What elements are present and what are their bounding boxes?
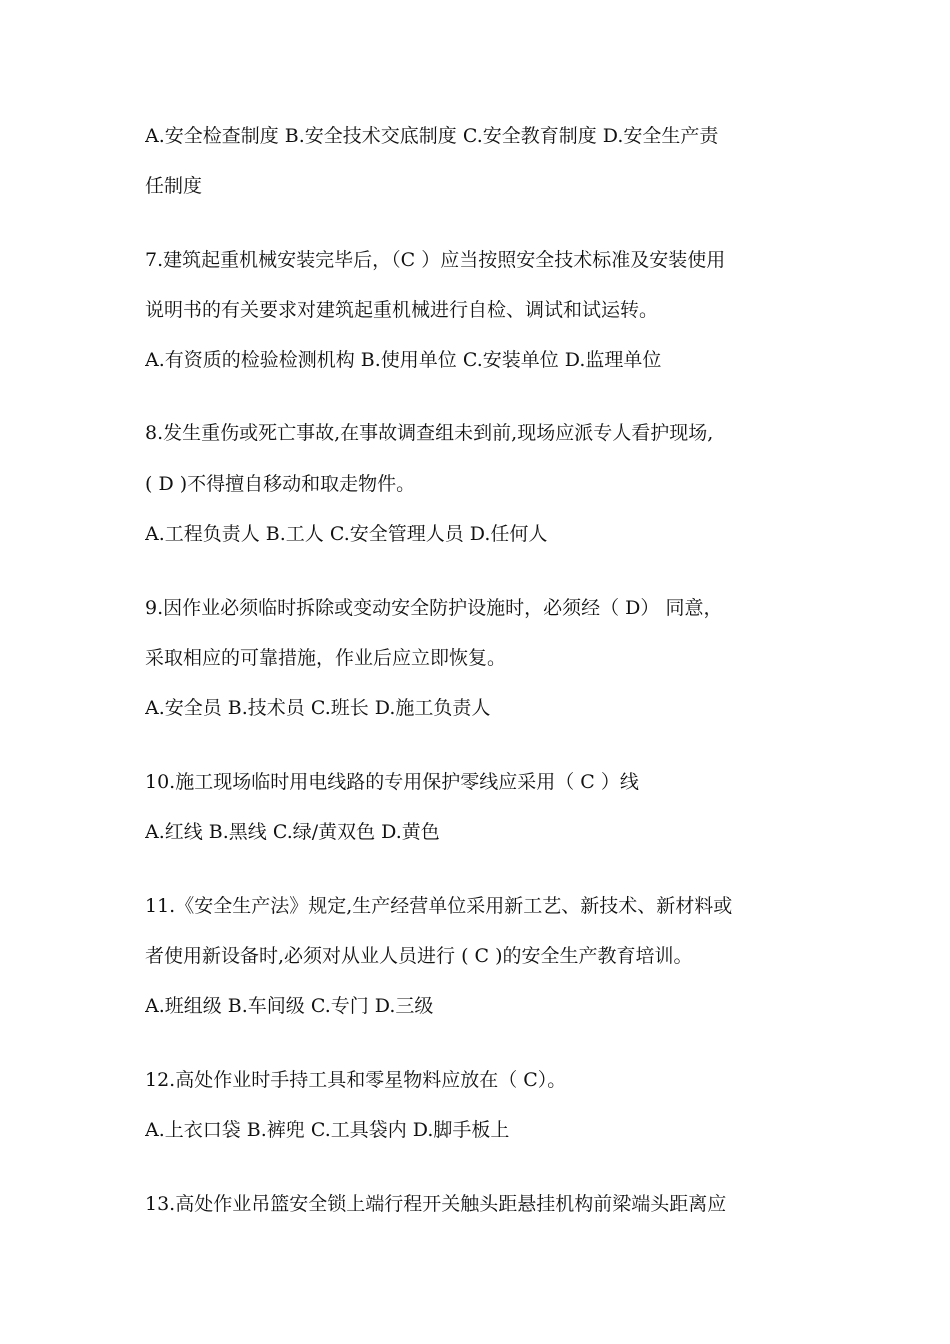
q10-options: A.红线 B.黑线 C.绿/黄双色 D.黄色 (145, 821, 440, 843)
q12-question: 12.高处作业时手持工具和零星物料应放在（ C）。 (145, 1069, 567, 1091)
q6-options-line-2: 任制度 (145, 175, 203, 197)
q11-question-line-2: 者使用新设备时,必须对从业人员进行 ( C )的安全生产教育培训。 (145, 945, 693, 967)
q9-question-line-1: 9.因作业必须临时拆除或变动安全防护设施时，必须经（ D） 同意， (145, 597, 723, 619)
q11-question-line-1: 11.《安全生产法》规定,生产经营单位采用新工艺、新技术、新材料或 (145, 895, 733, 917)
q8-question-line-1: 8.发生重伤或死亡事故,在事故调查组未到前,现场应派专人看护现场, (145, 422, 714, 444)
q8-question-line-2: ( D )不得擅自移动和取走物件。 (145, 473, 416, 495)
q13-question-line-1: 13.高处作业吊篮安全锁上端行程开关触头距悬挂机构前梁端头距离应 (145, 1193, 727, 1215)
q7-question-line-1: 7.建筑起重机械安装完毕后，（C ）应当按照安全技术标准及安装使用 (145, 249, 726, 271)
q9-question-line-2: 采取相应的可靠措施，作业后应立即恢复。 (145, 647, 507, 669)
q6-options-line-1: A.安全检查制度 B.安全技术交底制度 C.安全教育制度 D.安全生产责 (145, 125, 719, 147)
q12-options: A.上衣口袋 B.裤兜 C.工具袋内 D.脚手板上 (145, 1119, 510, 1141)
q9-options: A.安全员 B.技术员 C.班长 D.施工负责人 (145, 697, 491, 719)
q11-options: A.班组级 B.车间级 C.专门 D.三级 (145, 995, 434, 1017)
q8-options: A.工程负责人 B.工人 C.安全管理人员 D.任何人 (145, 523, 548, 545)
q7-options: A.有资质的检验检测机构 B.使用单位 C.安装单位 D.监理单位 (145, 349, 662, 371)
q7-question-line-2: 说明书的有关要求对建筑起重机械进行自检、调试和试运转。 (145, 299, 659, 321)
q10-question: 10.施工现场临时用电线路的专用保护零线应采用（ C ）线 (145, 771, 639, 793)
